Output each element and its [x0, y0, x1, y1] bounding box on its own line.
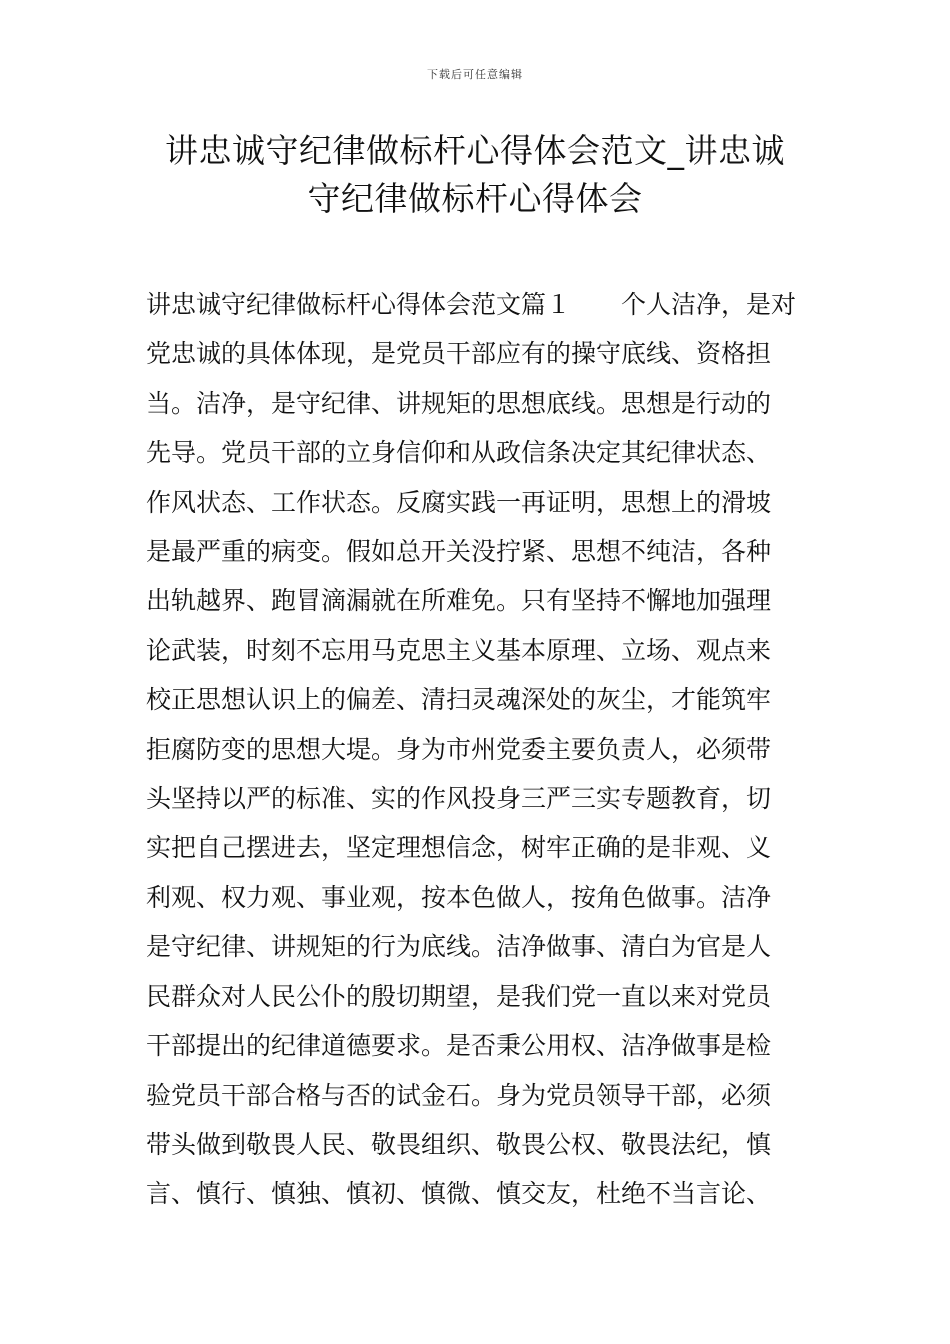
- body-line: 论武装，时刻不忘用马克思主义基本原理、立场、观点来: [146, 635, 772, 665]
- body-line: 验党员干部合格与否的试金石。身为党员领导干部，必须: [146, 1080, 772, 1110]
- body-line: 是守纪律、讲规矩的行为底线。洁净做事、清白为官是人: [146, 932, 772, 962]
- body-line: 作风状态、工作状态。反腐实践一再证明，思想上的滑坡: [146, 487, 772, 517]
- body-line: 当。洁净，是守纪律、讲规矩的思想底线。思想是行动的: [146, 388, 772, 418]
- title-line: 讲忠诚守纪律做标杆心得体会范文_讲忠诚: [165, 131, 785, 170]
- body-line: 言、慎行、慎独、慎初、慎微、慎交友，杜绝不当言论、: [146, 1179, 772, 1209]
- body-line: 利观、权力观、事业观，按本色做人，按角色做事。洁净: [146, 882, 772, 912]
- body-line: 头坚持以严的标准、实的作风投身三严三实专题教育，切: [146, 784, 772, 814]
- body-line: 民群众对人民公仆的殷切期望，是我们党一直以来对党员: [146, 981, 772, 1011]
- document-title: [130, 127, 820, 223]
- body-line: 讲忠诚守纪律做标杆心得体会范文篇１ 个人洁净，是对: [146, 290, 797, 319]
- body-paragraph: [146, 280, 806, 1219]
- body-line: 带头做到敬畏人民、敬畏组织、敬畏公权、敬畏法纪，慎: [146, 1129, 772, 1159]
- body-line: 校正思想认识上的偏差、清扫灵魂深处的灰尘，才能筑牢: [146, 685, 772, 715]
- body-line: 出轨越界、跑冒滴漏就在所难免。只有坚持不懈地加强理: [146, 586, 772, 616]
- body-line: 是最严重的病变。假如总开关没拧紧、思想不纯洁，各种: [146, 537, 772, 567]
- header-note: 下载后可任意编辑: [427, 68, 523, 81]
- body-line: 干部提出的纪律道德要求。是否秉公用权、洁净做事是检: [146, 1031, 772, 1061]
- body-line: 党忠诚的具体体现，是党员干部应有的操守底线、资格担: [146, 339, 772, 369]
- body-line: 先导。党员干部的立身信仰和从政信条决定其纪律状态、: [146, 438, 772, 468]
- body-line: 拒腐防变的思想大堤。身为市州党委主要负责人，必须带: [146, 734, 772, 764]
- body-line: 实把自己摆进去，坚定理想信念，树牢正确的是非观、义: [146, 833, 772, 863]
- title-line: 守纪律做标杆心得体会: [307, 179, 643, 218]
